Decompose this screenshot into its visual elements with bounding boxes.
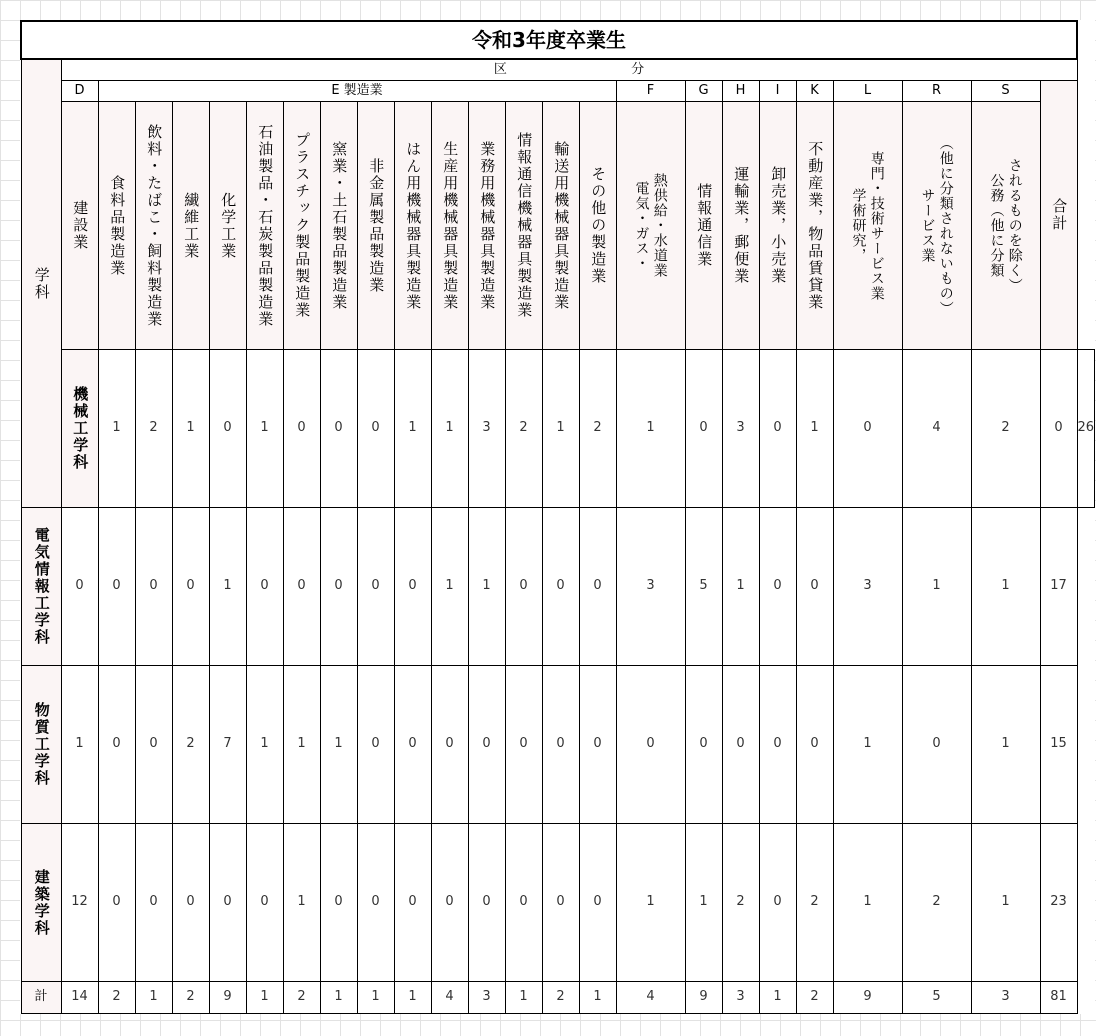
letter-F: F bbox=[616, 81, 685, 102]
page-title: 令和3年度卒業生 bbox=[472, 27, 626, 52]
column-header-label: 情報通信業 bbox=[695, 183, 714, 268]
column-header bbox=[98, 102, 135, 350]
value-cell: 0 bbox=[98, 666, 135, 824]
value-cell: 0 bbox=[616, 666, 685, 824]
value-cell: 0 bbox=[98, 508, 135, 666]
column-header bbox=[394, 102, 431, 350]
graduates-table bbox=[20, 20, 1095, 1014]
value-cell: 7 bbox=[209, 666, 246, 824]
value-cell: 0 bbox=[579, 666, 616, 824]
value-cell: 1 bbox=[971, 824, 1040, 982]
value-cell: 0 bbox=[61, 508, 98, 666]
column-header-label: サービス業 bbox=[919, 188, 936, 263]
value-cell: 0 bbox=[902, 666, 971, 824]
value-cell: 1 bbox=[209, 508, 246, 666]
dept-label: 建築学科 bbox=[32, 868, 51, 937]
total-header-label: 合計 bbox=[1050, 198, 1069, 232]
letter-G: G bbox=[685, 81, 722, 102]
total-header bbox=[1040, 81, 1077, 350]
total-value-cell: 3 bbox=[722, 982, 759, 1014]
column-header bbox=[431, 102, 468, 350]
total-value-cell: 2 bbox=[172, 982, 209, 1014]
value-cell: 1 bbox=[542, 350, 579, 508]
column-header bbox=[172, 102, 209, 350]
value-cell: 2 bbox=[902, 824, 971, 982]
value-cell: 1 bbox=[616, 824, 685, 982]
value-cell: 1 bbox=[61, 666, 98, 824]
value-cell: 0 bbox=[320, 508, 357, 666]
column-header-label: 化学工業 bbox=[219, 191, 238, 260]
value-cell: 1 bbox=[246, 666, 283, 824]
value-cell: 0 bbox=[759, 508, 796, 666]
value-cell: 0 bbox=[394, 666, 431, 824]
value-cell: 1 bbox=[431, 508, 468, 666]
dept-cell bbox=[21, 508, 61, 666]
column-header-label: 熱供給・水道業 bbox=[651, 173, 668, 278]
total-value-cell: 2 bbox=[796, 982, 833, 1014]
column-header-label: 非金属製品製造業 bbox=[367, 157, 386, 294]
column-header bbox=[283, 102, 320, 350]
value-cell: 0 bbox=[468, 824, 505, 982]
value-cell: 1 bbox=[246, 350, 283, 508]
total-value-cell: 2 bbox=[283, 982, 320, 1014]
column-header bbox=[722, 102, 759, 350]
value-cell: 1 bbox=[431, 350, 468, 508]
value-cell: 0 bbox=[759, 824, 796, 982]
column-header-label: 建設業 bbox=[71, 200, 90, 251]
column-header-label: 学術研究， bbox=[850, 188, 867, 263]
value-cell: 2 bbox=[135, 350, 172, 508]
value-cell: 0 bbox=[542, 824, 579, 982]
value-cell: 1 bbox=[971, 666, 1040, 824]
value-cell: 0 bbox=[542, 508, 579, 666]
column-header-label: はん用機械器具製造業 bbox=[404, 140, 423, 311]
value-cell: 1 bbox=[833, 666, 902, 824]
column-header bbox=[135, 102, 172, 350]
total-value-cell: 5 bbox=[902, 982, 971, 1014]
column-header-label: 専門・技術サービス業 bbox=[868, 150, 885, 301]
value-cell: 2 bbox=[579, 350, 616, 508]
total-value-cell: 1 bbox=[320, 982, 357, 1014]
value-cell: 1 bbox=[616, 350, 685, 508]
column-header bbox=[357, 102, 394, 350]
total-value-cell: 2 bbox=[98, 982, 135, 1014]
value-cell: 0 bbox=[209, 350, 246, 508]
value-cell: 0 bbox=[357, 824, 394, 982]
column-header bbox=[902, 102, 971, 350]
value-cell: 1 bbox=[971, 508, 1040, 666]
column-header bbox=[759, 102, 796, 350]
column-header-label: 運輸業，郵便業 bbox=[732, 166, 751, 285]
value-cell: 0 bbox=[357, 666, 394, 824]
value-cell: 0 bbox=[685, 350, 722, 508]
dept-label: 物質工学科 bbox=[32, 702, 51, 787]
value-cell: 1 bbox=[833, 824, 902, 982]
dept-label: 機械工学科 bbox=[71, 386, 90, 471]
column-header-label: 輸送用機械器具製造業 bbox=[552, 140, 571, 311]
column-header bbox=[209, 102, 246, 350]
value-cell: 0 bbox=[833, 350, 902, 508]
value-cell: 0 bbox=[283, 508, 320, 666]
row-total-cell: 23 bbox=[1040, 824, 1077, 982]
total-value-cell: 1 bbox=[394, 982, 431, 1014]
total-value-cell: 3 bbox=[971, 982, 1040, 1014]
column-header bbox=[616, 102, 685, 350]
value-cell: 3 bbox=[468, 350, 505, 508]
column-header bbox=[468, 102, 505, 350]
column-header-label: 食料品製造業 bbox=[108, 174, 127, 277]
value-cell: 0 bbox=[172, 824, 209, 982]
value-cell: 0 bbox=[172, 508, 209, 666]
value-cell: 0 bbox=[796, 666, 833, 824]
letter-D: D bbox=[61, 81, 98, 102]
value-cell: 0 bbox=[505, 508, 542, 666]
value-cell: 2 bbox=[722, 824, 759, 982]
column-header-label: 飲料・たばこ・飼料製造業 bbox=[145, 123, 164, 328]
value-cell: 1 bbox=[394, 350, 431, 508]
value-cell: 2 bbox=[172, 666, 209, 824]
value-cell: 3 bbox=[833, 508, 902, 666]
kubun-right: 分 bbox=[631, 61, 645, 77]
dept-cell bbox=[21, 824, 61, 982]
total-value-cell: 9 bbox=[833, 982, 902, 1014]
value-cell: 0 bbox=[579, 508, 616, 666]
column-header bbox=[685, 102, 722, 350]
value-cell: 0 bbox=[135, 666, 172, 824]
column-header bbox=[246, 102, 283, 350]
value-cell: 0 bbox=[505, 666, 542, 824]
value-cell: 0 bbox=[209, 824, 246, 982]
row-total-cell: 15 bbox=[1040, 666, 1077, 824]
value-cell: 0 bbox=[394, 824, 431, 982]
value-cell: 2 bbox=[971, 350, 1040, 508]
total-value-cell: 4 bbox=[616, 982, 685, 1014]
value-cell: 0 bbox=[283, 350, 320, 508]
value-cell: 0 bbox=[759, 666, 796, 824]
value-cell: 0 bbox=[542, 666, 579, 824]
value-cell: 1 bbox=[722, 508, 759, 666]
column-header-label: プラスチック製品製造業 bbox=[293, 132, 312, 319]
column-header-label: 生産用機械器具製造業 bbox=[441, 140, 460, 311]
total-value-cell: 1 bbox=[579, 982, 616, 1014]
total-value-cell: 14 bbox=[61, 982, 98, 1014]
letter-R: R bbox=[902, 81, 971, 102]
total-value-cell: 1 bbox=[505, 982, 542, 1014]
value-cell: 12 bbox=[61, 824, 98, 982]
value-cell: 1 bbox=[468, 508, 505, 666]
column-header-label: 情報通信機械器具製造業 bbox=[515, 132, 534, 319]
value-cell: 0 bbox=[394, 508, 431, 666]
value-cell: 3 bbox=[616, 508, 685, 666]
row-total-cell: 26 bbox=[1077, 350, 1095, 508]
column-header bbox=[833, 102, 902, 350]
total-value-cell: 1 bbox=[135, 982, 172, 1014]
value-cell: 2 bbox=[505, 350, 542, 508]
value-cell: 0 bbox=[722, 666, 759, 824]
column-header-label: されるものを除く） bbox=[1006, 158, 1023, 293]
column-header-label: 業務用機械器具製造業 bbox=[478, 140, 497, 311]
dept-cell bbox=[21, 666, 61, 824]
value-cell: 1 bbox=[172, 350, 209, 508]
totals-label: 計 bbox=[21, 982, 61, 1014]
value-cell: 1 bbox=[796, 350, 833, 508]
column-header bbox=[542, 102, 579, 350]
title-cell bbox=[21, 21, 1077, 59]
value-cell: 1 bbox=[98, 350, 135, 508]
column-header-label: 石油製品・石炭製品製造業 bbox=[256, 123, 275, 328]
value-cell: 0 bbox=[135, 508, 172, 666]
total-value-cell: 1 bbox=[357, 982, 394, 1014]
kubun-left: 区 bbox=[493, 61, 507, 77]
column-header-label: 電気・ガス・ bbox=[633, 180, 650, 271]
value-cell: 1 bbox=[685, 824, 722, 982]
value-cell: 0 bbox=[505, 824, 542, 982]
column-header bbox=[505, 102, 542, 350]
value-cell: 0 bbox=[98, 824, 135, 982]
value-cell: 0 bbox=[246, 824, 283, 982]
total-value-cell: 9 bbox=[209, 982, 246, 1014]
totals-row bbox=[21, 982, 1095, 1014]
row-total-cell: 17 bbox=[1040, 508, 1077, 666]
column-header-label: 公務（他に分類 bbox=[988, 173, 1005, 278]
column-header-label: 不動産業，物品賃貸業 bbox=[806, 140, 825, 311]
total-value-cell: 4 bbox=[431, 982, 468, 1014]
value-cell: 4 bbox=[902, 350, 971, 508]
value-cell: 0 bbox=[135, 824, 172, 982]
letter-K: K bbox=[796, 81, 833, 102]
value-cell: 0 bbox=[431, 666, 468, 824]
value-cell: 5 bbox=[685, 508, 722, 666]
column-header-label: 窯業・土石製品製造業 bbox=[330, 140, 349, 311]
value-cell: 1 bbox=[283, 824, 320, 982]
value-cell: 1 bbox=[283, 666, 320, 824]
letter-E: E 製造業 bbox=[98, 81, 616, 102]
value-cell: 0 bbox=[357, 508, 394, 666]
column-header-label: 卸売業，小売業 bbox=[769, 166, 788, 285]
letter-I: I bbox=[759, 81, 796, 102]
column-header-label: 繊維工業 bbox=[182, 191, 201, 260]
value-cell: 0 bbox=[431, 824, 468, 982]
grand-total-cell: 81 bbox=[1040, 982, 1077, 1014]
total-value-cell: 2 bbox=[542, 982, 579, 1014]
kubun-header bbox=[61, 59, 1077, 81]
value-cell: 0 bbox=[320, 350, 357, 508]
table-row bbox=[21, 350, 1095, 508]
value-cell: 0 bbox=[685, 666, 722, 824]
total-value-cell: 3 bbox=[468, 982, 505, 1014]
value-cell: 0 bbox=[1040, 350, 1077, 508]
column-header bbox=[796, 102, 833, 350]
value-cell: 1 bbox=[902, 508, 971, 666]
column-header bbox=[320, 102, 357, 350]
letter-S: S bbox=[971, 81, 1040, 102]
total-value-cell: 9 bbox=[685, 982, 722, 1014]
gakka-label: 学科 bbox=[32, 266, 51, 301]
table-row bbox=[21, 824, 1095, 982]
value-cell: 0 bbox=[796, 508, 833, 666]
column-header-label: （他に分類されないもの） bbox=[937, 135, 954, 316]
table-row bbox=[21, 508, 1095, 666]
value-cell: 0 bbox=[759, 350, 796, 508]
value-cell: 1 bbox=[320, 666, 357, 824]
value-cell: 0 bbox=[246, 508, 283, 666]
column-header bbox=[61, 102, 98, 350]
value-cell: 0 bbox=[579, 824, 616, 982]
letter-L: L bbox=[833, 81, 902, 102]
value-cell: 3 bbox=[722, 350, 759, 508]
total-value-cell: 1 bbox=[759, 982, 796, 1014]
total-value-cell: 1 bbox=[246, 982, 283, 1014]
dept-label: 電気情報工学科 bbox=[32, 527, 51, 646]
value-cell: 2 bbox=[796, 824, 833, 982]
table-row bbox=[21, 666, 1095, 824]
column-header bbox=[579, 102, 616, 350]
letter-H: H bbox=[722, 81, 759, 102]
value-cell: 0 bbox=[320, 824, 357, 982]
value-cell: 0 bbox=[468, 666, 505, 824]
value-cell: 0 bbox=[357, 350, 394, 508]
gakka-header bbox=[21, 59, 61, 508]
column-header bbox=[971, 102, 1040, 350]
dept-cell bbox=[61, 350, 98, 508]
column-header-label: その他の製造業 bbox=[589, 166, 608, 285]
